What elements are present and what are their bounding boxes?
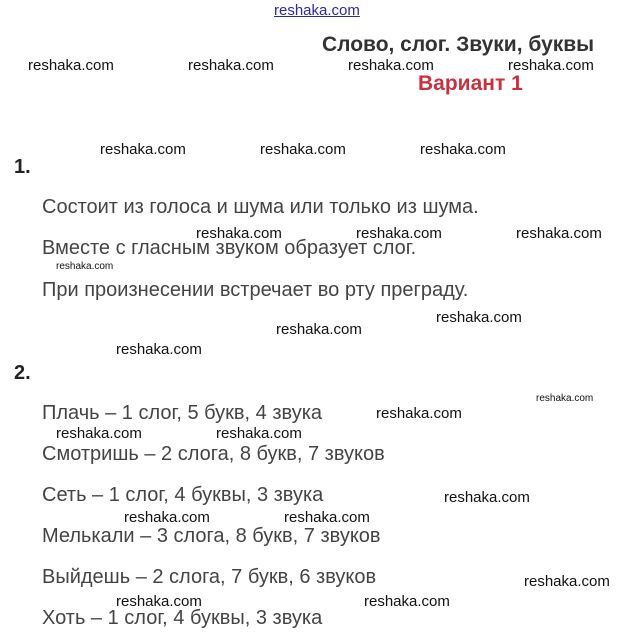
- section-2-number: 2.: [14, 362, 31, 384]
- watermark: reshaka.com: [356, 225, 442, 242]
- section-2-line: Смотришь – 2 слога, 8 букв, 7 звуков: [42, 443, 385, 465]
- watermark: reshaka.com: [116, 341, 202, 358]
- watermark: reshaka.com: [524, 573, 610, 590]
- watermark: reshaka.com: [536, 393, 594, 404]
- watermark: reshaka.com: [28, 57, 114, 74]
- page-title: Слово, слог. Звуки, буквы: [322, 33, 595, 56]
- watermark: reshaka.com: [276, 321, 362, 338]
- watermark: reshaka.com: [516, 225, 602, 242]
- watermark: reshaka.com: [116, 593, 202, 610]
- section-2-line: Выйдешь – 2 слога, 7 букв, 6 звуков: [42, 566, 377, 588]
- site-link[interactable]: reshaka.com: [274, 2, 360, 19]
- section-2-line: Мелькали – 3 слога, 8 букв, 7 звуков: [42, 525, 381, 547]
- section-1-line: Вместе с гласным звуком образует слог.: [42, 237, 417, 259]
- watermark: reshaka.com: [188, 57, 274, 74]
- watermark: reshaka.com: [100, 141, 186, 158]
- watermark: reshaka.com: [260, 141, 346, 158]
- section-1-line: Состоит из голоса и шума или только из шума.: [42, 196, 479, 218]
- watermark: reshaka.com: [364, 593, 450, 610]
- watermark: reshaka.com: [196, 225, 282, 242]
- watermark: reshaka.com: [436, 309, 522, 326]
- watermark: reshaka.com: [284, 509, 370, 526]
- watermark: reshaka.com: [508, 57, 594, 74]
- watermark: reshaka.com: [124, 509, 210, 526]
- watermark: reshaka.com: [216, 425, 302, 442]
- watermark: reshaka.com: [420, 141, 506, 158]
- watermark: reshaka.com: [348, 57, 434, 74]
- section-1-line: При произнесении встречает во рту преграду.: [42, 279, 469, 301]
- watermark: reshaka.com: [56, 261, 114, 272]
- section-2-line: Хоть – 1 слог, 4 буквы, 3 звука: [42, 607, 323, 629]
- section-2-line: Сеть – 1 слог, 4 буквы, 3 звука: [42, 484, 324, 506]
- watermark: reshaka.com: [444, 489, 530, 506]
- watermark: reshaka.com: [376, 405, 462, 422]
- watermark: reshaka.com: [56, 425, 142, 442]
- section-2-line: Плачь – 1 слог, 5 букв, 4 звука: [42, 402, 322, 424]
- section-1-number: 1.: [14, 156, 31, 178]
- variant-label: Вариант 1: [418, 72, 523, 95]
